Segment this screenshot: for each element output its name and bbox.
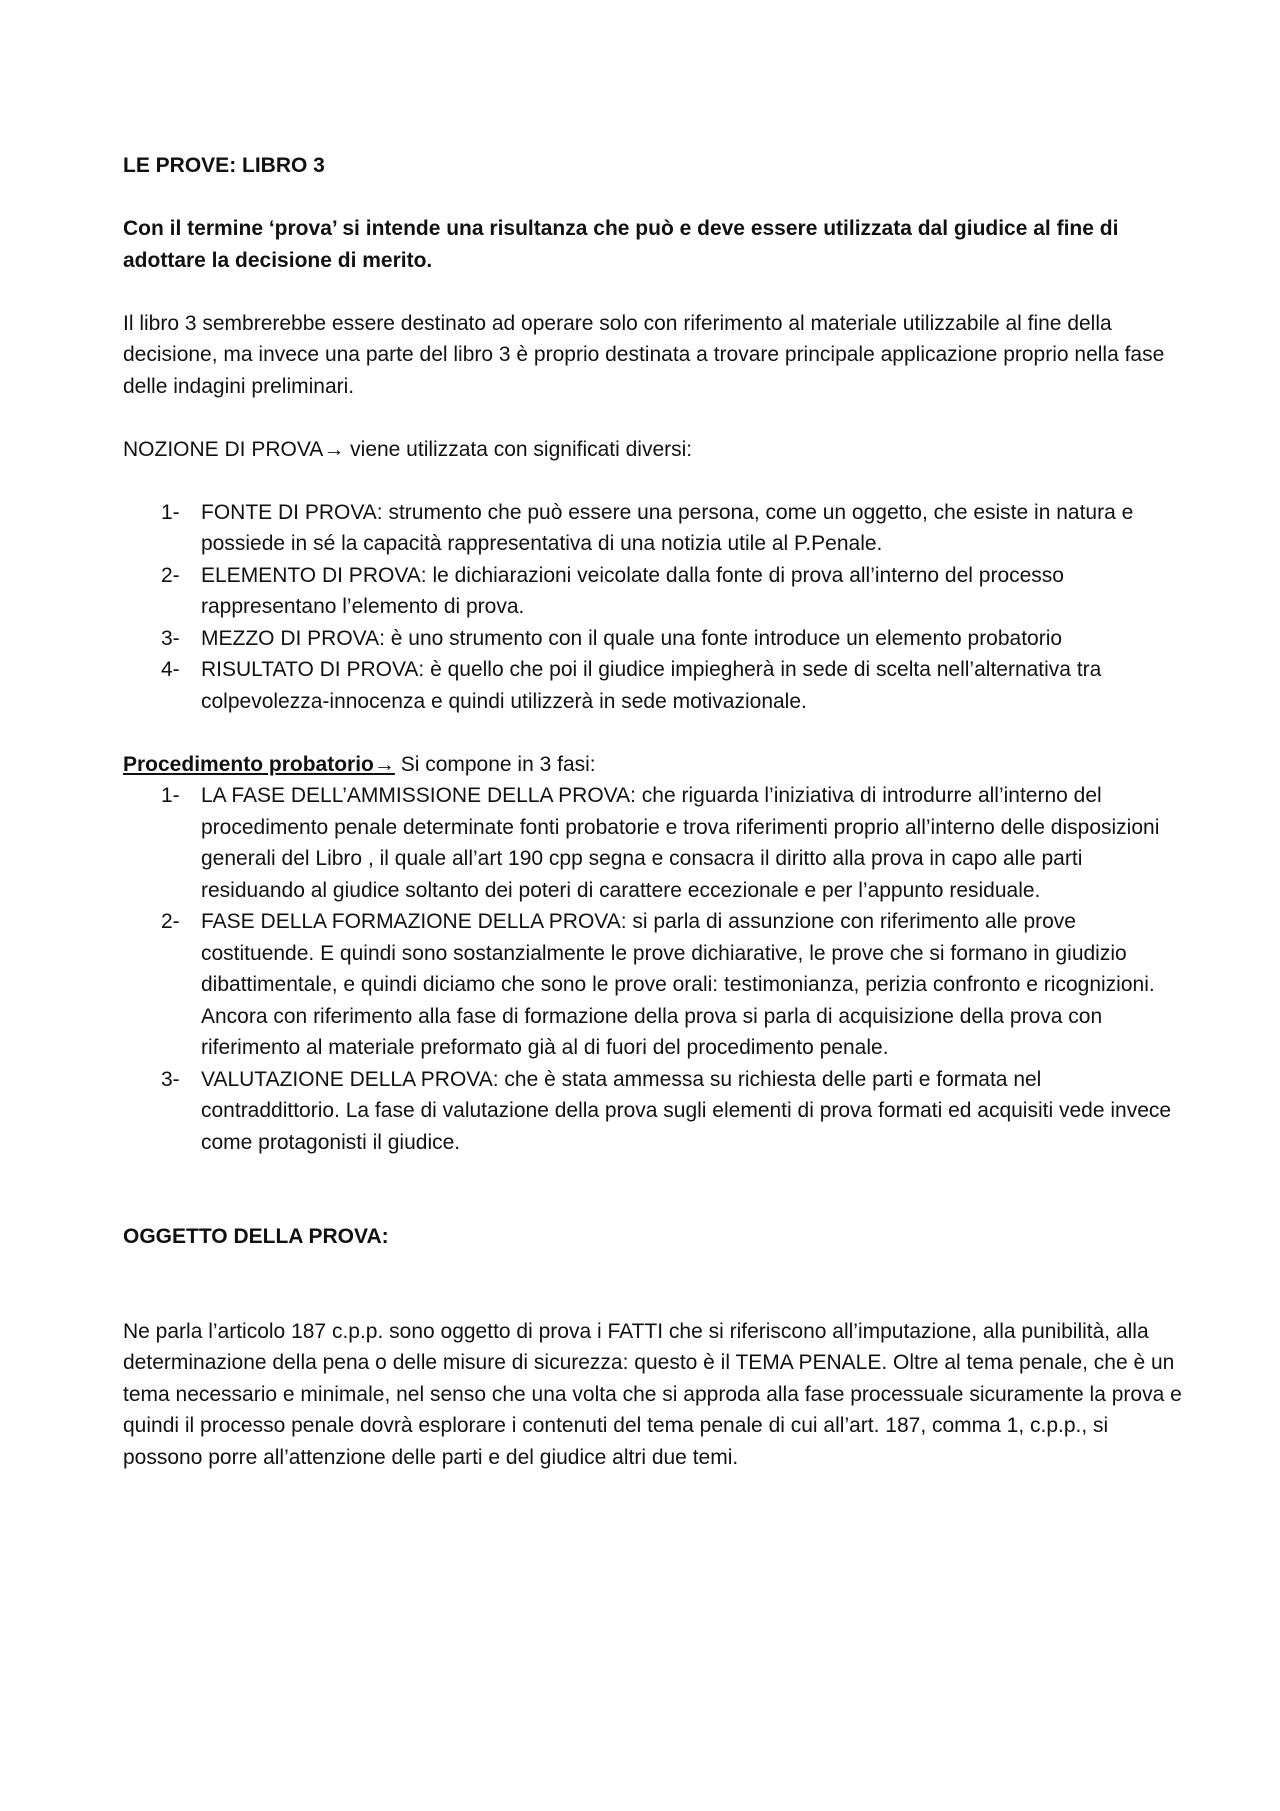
oggetto-heading: OGGETTO DELLA PROVA: (123, 1225, 389, 1248)
list-marker: 3- (161, 626, 180, 650)
list-item (123, 780, 1185, 906)
arrow-icon: → (373, 752, 395, 776)
paragraph-art187: Ne parla l’articolo 187 c.p.p. sono oggetto di prova i FATTI che si riferiscono all’imputazione, alla punibilità, alla determinazione della pena o delle misure di sicurezza: questo è il TEMA PENALE. Oltre al tema penale, che è un tema necessario e minimale, nel senso che una volta che si approda alla fase processuale sicuramente la prova e quindi il processo penale dovrà esplorare i contenuti del tema penale di cui all’art. 187, comma 1, c.p.p., si possono porre all’attenzione delle parti e del giudice altri due temi. (123, 1319, 1182, 1469)
list-marker: 1- (161, 784, 180, 807)
list-marker: 1- (161, 500, 180, 524)
list-item-text: ELEMENTO DI PROVA: le dichiarazioni veicolate dalla fonte di prova all’interno del processo rappresentano l’elemento di prova. (201, 563, 1064, 618)
list-item-text: MEZZO DI PROVA: è uno strumento con il quale una fonte introduce un elemento probatorio (201, 626, 1063, 650)
list-item (123, 497, 1185, 560)
list-item-text: FASE DELLA FORMAZIONE DELLA PROVA: si parla di assunzione con riferimento alle prove costituende. E quindi sono sostanzialmente le prove dichiarative, le prove che si formano in giudizio dibattimentale, e quindi diciamo che sono le prove orali: testimonianza, perizia confronto e ricognizioni. Ancora con riferimento alla fase di formazione della prova si parla di acquisizione della prova con riferimento al materiale preformato già al di fuori del procedimento penale. (201, 910, 1155, 1059)
list-item-text: LA FASE DELL’AMMISSIONE DELLA PROVA: che riguarda l’iniziativa di introdurre all’interno del procedimento penale determinate fonti probatorie e trova riferimenti proprio all’interno delle disposizioni generali del Libro , il quale all’art 190 cpp segna e consacra il diritto alla prova in capo alle parti residuando al giudice soltanto dei poteri di carattere eccezionale e per l’appunto residuale. (201, 784, 1160, 902)
list-marker: 2- (161, 910, 180, 933)
arrow-icon: → (323, 437, 345, 461)
procedimento-lead-text: Procedimento probatorio (123, 752, 374, 776)
nozione-lead: NOZIONE DI PROVA (123, 437, 324, 461)
list-item (123, 1064, 1185, 1159)
list-marker: 4- (161, 658, 180, 681)
list-item (123, 654, 1185, 717)
list-item (123, 906, 1185, 1064)
list-item-text: FONTE DI PROVA: strumento che può essere una persona, come un oggetto, che esiste in natura e possiede in sé la capacità rappresentativa di una notizia utile al P.Penale. (201, 500, 1134, 555)
procedimento-rest: Si compone in 3 fasi: (394, 752, 596, 776)
list-item (123, 623, 1185, 655)
list-item (123, 560, 1185, 623)
nozione-list (123, 497, 1185, 718)
paragraph-libro3: Il libro 3 sembrerebbe essere destinato ad operare solo con riferimento al materiale utilizzabile al fine della decisione, ma invece una parte del libro 3 è proprio destinata a trovare principale applicazione proprio nella fase delle indagini preliminari. (123, 311, 1165, 398)
intro-paragraph: Con il termine ‘prova’ si intende una risultanza che può e deve essere utilizzata dal giudice al fine di adottare la decisione di merito. (123, 217, 1119, 272)
list-marker: 3- (161, 1067, 180, 1091)
list-item-text: VALUTAZIONE DELLA PROVA: che è stata ammessa su richiesta delle parti e formata nel contraddittorio. La fase di valutazione della prova sugli elementi di prova formati ed acquisiti vede invece come protagonisti il giudice. (201, 1067, 1172, 1154)
procedimento-heading (123, 749, 1185, 781)
nozione-heading (123, 434, 1185, 466)
document-title: LE PROVE: LIBRO 3 (123, 154, 325, 177)
procedimento-list (123, 780, 1185, 1158)
list-marker: 2- (161, 563, 180, 587)
document-page (123, 150, 1185, 1473)
nozione-rest: viene utilizzata con significati diversi: (344, 437, 693, 461)
procedimento-lead (123, 753, 395, 776)
list-item-text: RISULTATO DI PROVA: è quello che poi il giudice impiegherà in sede di scelta nell’alternativa tra colpevolezza-innocenza e quindi utilizzerà in sede motivazionale. (201, 658, 1102, 713)
